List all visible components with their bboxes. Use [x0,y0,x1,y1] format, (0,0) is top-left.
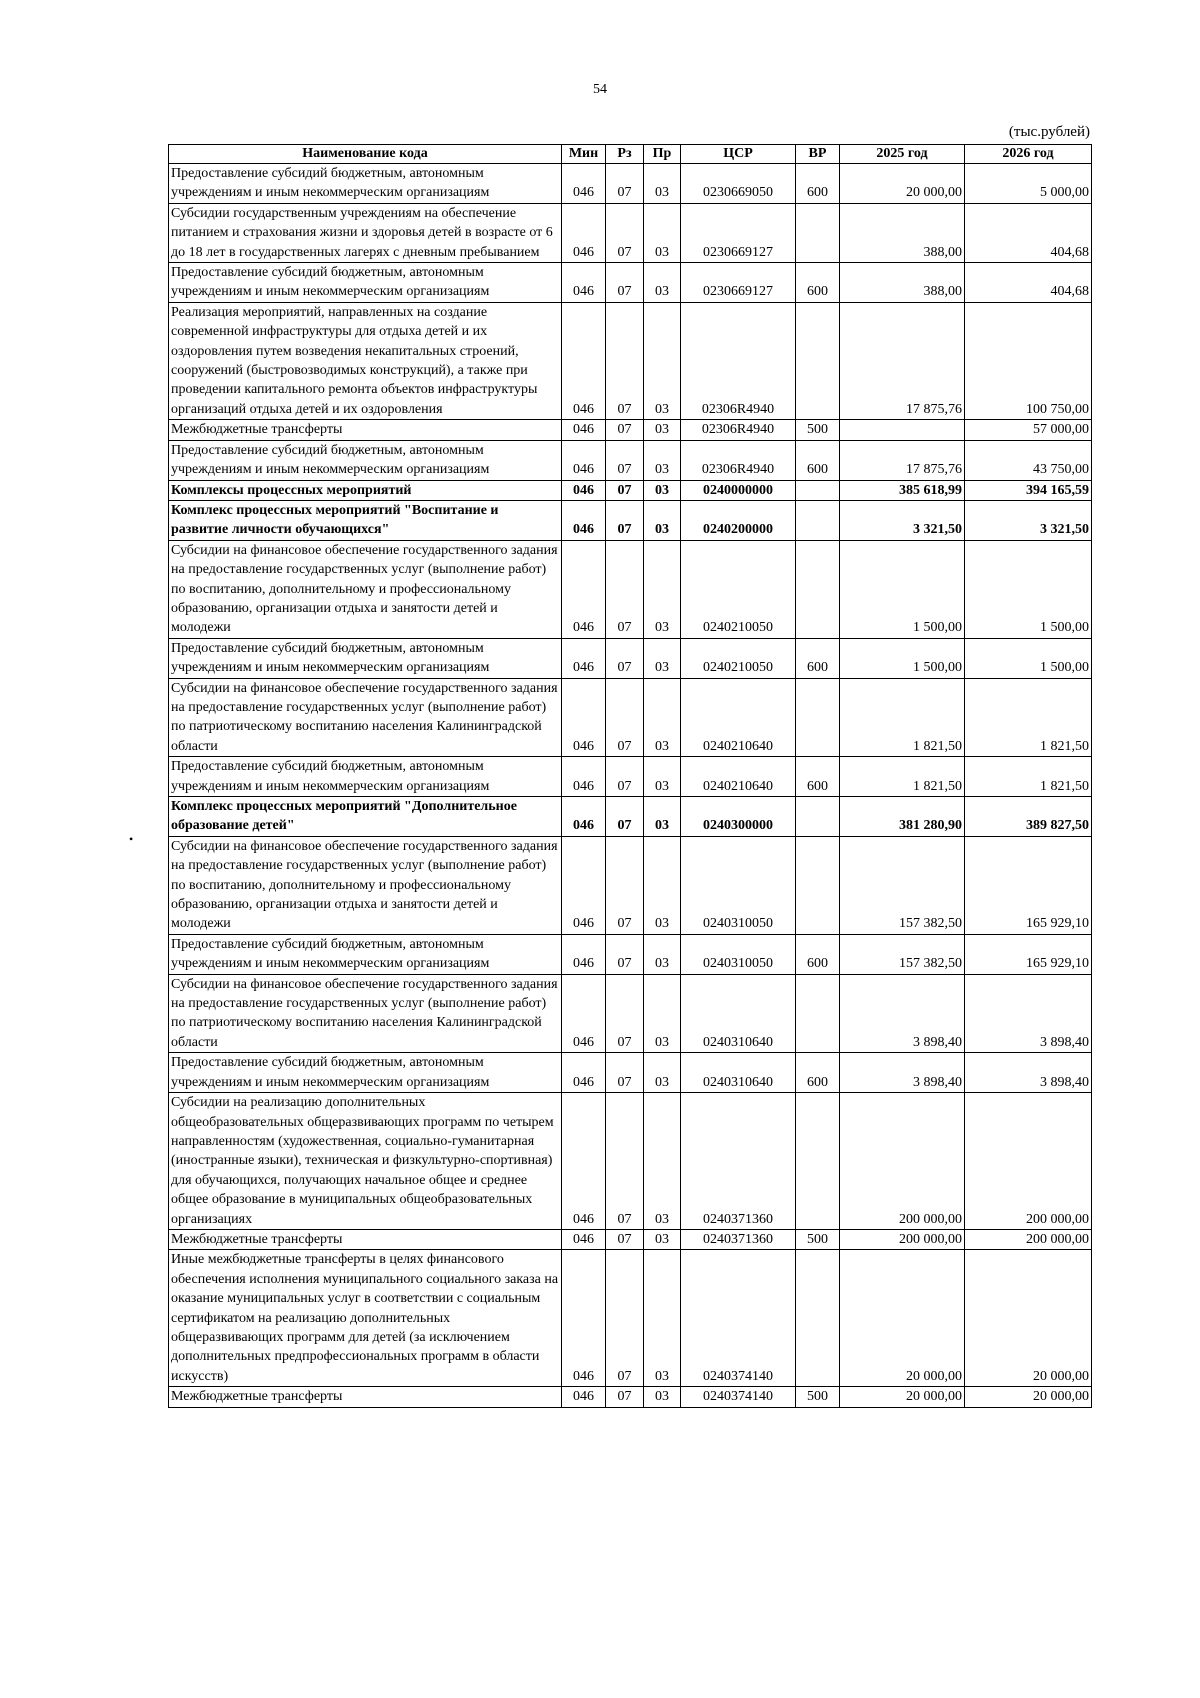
row-rz: 07 [606,164,644,204]
row-rz: 07 [606,1229,644,1249]
table-row [169,678,1092,757]
row-pr: 03 [644,500,681,540]
row-csr: 02306R4940 [681,440,796,480]
row-2025: 20 000,00 [840,1250,965,1387]
row-csr: 02306R4940 [681,302,796,419]
row-pr: 03 [644,638,681,678]
row-rz: 07 [606,1093,644,1230]
row-2026: 165 929,10 [965,836,1092,934]
row-min: 046 [562,1250,606,1387]
row-2026: 389 827,50 [965,797,1092,837]
row-min: 046 [562,1387,606,1407]
row-vr: 600 [796,1053,840,1093]
row-2025: 200 000,00 [840,1093,965,1230]
row-csr: 0230669127 [681,203,796,262]
row-csr: 0240000000 [681,480,796,500]
header-name: Наименование кода [169,145,562,164]
row-name: Предоставление субсидий бюджетным, автономным учреждениям и иным некоммерческим организациям [169,1053,562,1093]
row-pr: 03 [644,540,681,638]
row-pr: 03 [644,203,681,262]
row-name: Субсидии на финансовое обеспечение государственного задания на предоставление государственных услуг (выполнение работ) по патриотическому воспитанию населения Калининградской области [169,678,562,757]
row-pr: 03 [644,1093,681,1230]
row-csr: 0240371360 [681,1093,796,1230]
row-pr: 03 [644,1229,681,1249]
row-name: Предоставление субсидий бюджетным, автономным учреждениям и иным некоммерческим организациям [169,638,562,678]
row-min: 046 [562,164,606,204]
row-vr [796,203,840,262]
row-csr: 0240210640 [681,678,796,757]
row-min: 046 [562,638,606,678]
row-2026: 43 750,00 [965,440,1092,480]
row-vr [796,540,840,638]
row-pr: 03 [644,678,681,757]
row-2025: 3 898,40 [840,974,965,1053]
row-2025: 388,00 [840,263,965,303]
row-csr: 0240310640 [681,974,796,1053]
row-rz: 07 [606,974,644,1053]
row-2026: 100 750,00 [965,302,1092,419]
table-row [169,500,1092,540]
table-row [169,420,1092,440]
row-csr: 0240200000 [681,500,796,540]
row-name: Предоставление субсидий бюджетным, автономным учреждениям и иным некоммерческим организациям [169,263,562,303]
row-name: Субсидии на финансовое обеспечение государственного задания на предоставление государственных услуг (выполнение работ) по воспитанию, дополнительному и профессиональному образованию, организации отдыха и занятости детей и молодежи [169,836,562,934]
row-pr: 03 [644,934,681,974]
table-row [169,1093,1092,1230]
row-rz: 07 [606,540,644,638]
row-min: 046 [562,203,606,262]
row-2025: 1 500,00 [840,638,965,678]
table-row [169,757,1092,797]
table-row [169,164,1092,204]
row-rz: 07 [606,203,644,262]
table-row [169,480,1092,500]
row-2025 [840,420,965,440]
row-2026: 3 321,50 [965,500,1092,540]
table-row [169,974,1092,1053]
header-pr: Пр [644,145,681,164]
row-name: Межбюджетные трансферты [169,1229,562,1249]
row-name: Субсидии на реализацию дополнительных общеобразовательных общеразвивающих программ по четырем направленностям (художественная, социально-гуманитарная (иностранные языки), техническая и физкультурно-спортивная) для обучающихся, получающих начальное общее и среднее общее образование в муниципальных общеобразовательных организациях [169,1093,562,1230]
row-2025: 1 821,50 [840,678,965,757]
row-2025: 17 875,76 [840,440,965,480]
row-vr: 600 [796,934,840,974]
table-header-row [169,145,1092,164]
row-name: Субсидии на финансовое обеспечение государственного задания на предоставление государственных услуг (выполнение работ) по воспитанию, дополнительному и профессиональному образованию, организации отдыха и занятости детей и молодежи [169,540,562,638]
row-pr: 03 [644,302,681,419]
row-2025: 381 280,90 [840,797,965,837]
row-rz: 07 [606,797,644,837]
row-rz: 07 [606,440,644,480]
table-row [169,1250,1092,1387]
row-name: Комплексы процессных мероприятий [169,480,562,500]
row-pr: 03 [644,1250,681,1387]
row-vr [796,500,840,540]
row-name: Предоставление субсидий бюджетным, автономным учреждениям и иным некоммерческим организациям [169,440,562,480]
header-2025: 2025 год [840,145,965,164]
row-2025: 385 618,99 [840,480,965,500]
table-row [169,934,1092,974]
row-2025: 388,00 [840,203,965,262]
row-min: 046 [562,420,606,440]
page-number: 54 [593,82,607,97]
row-pr: 03 [644,974,681,1053]
row-csr: 0230669050 [681,164,796,204]
row-min: 046 [562,480,606,500]
row-csr: 0240210050 [681,638,796,678]
row-rz: 07 [606,836,644,934]
row-vr [796,797,840,837]
row-pr: 03 [644,420,681,440]
row-name: Комплекс процессных мероприятий "Дополнительное образование детей" [169,797,562,837]
row-2026: 1 821,50 [965,678,1092,757]
row-2026: 404,68 [965,263,1092,303]
table-row [169,797,1092,837]
row-name: Субсидии государственным учреждениям на обеспечение питанием и страхования жизни и здоровья детей в возрасте от 6 до 18 лет в государственных лагерях с дневным пребыванием [169,203,562,262]
row-pr: 03 [644,797,681,837]
row-min: 046 [562,757,606,797]
table-row [169,1053,1092,1093]
row-vr [796,1250,840,1387]
row-2026: 200 000,00 [965,1093,1092,1230]
table-row [169,1229,1092,1249]
row-vr: 600 [796,263,840,303]
row-name: Комплекс процессных мероприятий "Воспитание и развитие личности обучающихся" [169,500,562,540]
table-row [169,638,1092,678]
row-name: Реализация мероприятий, направленных на создание современной инфраструктуры для отдыха детей и их оздоровления путем возведения некапитальных строений, сооружений (быстровозводимых конструкций), а также при проведении капитального ремонта объектов инфраструктуры организаций отдыха детей и их оздоровления [169,302,562,419]
header-csr: ЦСР [681,145,796,164]
row-2026: 57 000,00 [965,420,1092,440]
row-min: 046 [562,934,606,974]
table-row [169,302,1092,419]
row-pr: 03 [644,263,681,303]
row-pr: 03 [644,440,681,480]
row-2025: 17 875,76 [840,302,965,419]
row-2026: 1 500,00 [965,638,1092,678]
row-rz: 07 [606,934,644,974]
row-rz: 07 [606,1053,644,1093]
row-min: 046 [562,440,606,480]
table-row [169,540,1092,638]
row-vr [796,1093,840,1230]
row-min: 046 [562,974,606,1053]
row-2025: 1 500,00 [840,540,965,638]
row-rz: 07 [606,480,644,500]
row-csr: 0240210050 [681,540,796,638]
table-row [169,263,1092,303]
row-name: Иные межбюджетные трансферты в целях финансового обеспечения исполнения муниципального социального заказа на оказание муниципальных услуг в соответствии с социальным сертификатом на реализацию дополнительных общеразвивающих программ для детей (за исключением дополнительных предпрофессиональных программ в области искусств) [169,1250,562,1387]
row-rz: 07 [606,678,644,757]
row-csr: 0240371360 [681,1229,796,1249]
row-rz: 07 [606,500,644,540]
row-name: Межбюджетные трансферты [169,1387,562,1407]
header-2026: 2026 год [965,145,1092,164]
row-csr: 0240374140 [681,1250,796,1387]
row-min: 046 [562,836,606,934]
row-csr: 0240310050 [681,836,796,934]
row-vr [796,836,840,934]
row-2025: 200 000,00 [840,1229,965,1249]
row-vr [796,974,840,1053]
row-2026: 3 898,40 [965,1053,1092,1093]
row-pr: 03 [644,164,681,204]
row-2025: 3 898,40 [840,1053,965,1093]
row-csr: 0240374140 [681,1387,796,1407]
row-min: 046 [562,500,606,540]
row-name: Предоставление субсидий бюджетным, автономным учреждениям и иным некоммерческим организациям [169,164,562,204]
margin-dot: • [129,832,134,846]
row-pr: 03 [644,1387,681,1407]
row-2026: 165 929,10 [965,934,1092,974]
row-rz: 07 [606,757,644,797]
row-rz: 07 [606,1387,644,1407]
row-2026: 1 500,00 [965,540,1092,638]
row-rz: 07 [606,420,644,440]
row-2026: 404,68 [965,203,1092,262]
budget-table [168,144,1092,1408]
row-csr: 0240210640 [681,757,796,797]
row-csr: 0240300000 [681,797,796,837]
row-2026: 20 000,00 [965,1250,1092,1387]
row-2026: 394 165,59 [965,480,1092,500]
row-min: 046 [562,263,606,303]
row-vr: 500 [796,1387,840,1407]
row-2026: 5 000,00 [965,164,1092,204]
row-vr: 500 [796,1229,840,1249]
row-name: Межбюджетные трансферты [169,420,562,440]
row-2025: 20 000,00 [840,1387,965,1407]
row-2025: 157 382,50 [840,934,965,974]
row-2025: 20 000,00 [840,164,965,204]
table-row [169,836,1092,934]
row-min: 046 [562,1229,606,1249]
row-rz: 07 [606,263,644,303]
header-vr: ВР [796,145,840,164]
row-rz: 07 [606,638,644,678]
row-pr: 03 [644,836,681,934]
row-min: 046 [562,1053,606,1093]
units-label: (тыс.рублей) [1008,124,1090,140]
row-vr [796,480,840,500]
row-pr: 03 [644,1053,681,1093]
row-vr: 600 [796,757,840,797]
row-pr: 03 [644,480,681,500]
row-csr: 02306R4940 [681,420,796,440]
row-vr: 500 [796,420,840,440]
row-min: 046 [562,678,606,757]
row-name: Предоставление субсидий бюджетным, автономным учреждениям и иным некоммерческим организациям [169,757,562,797]
row-vr: 600 [796,440,840,480]
row-vr [796,302,840,419]
row-2026: 200 000,00 [965,1229,1092,1249]
header-rz: Рз [606,145,644,164]
row-pr: 03 [644,757,681,797]
row-csr: 0240310050 [681,934,796,974]
row-min: 046 [562,540,606,638]
row-rz: 07 [606,302,644,419]
row-vr: 600 [796,164,840,204]
row-csr: 0240310640 [681,1053,796,1093]
row-2026: 20 000,00 [965,1387,1092,1407]
row-vr: 600 [796,638,840,678]
table-row [169,203,1092,262]
row-name: Субсидии на финансовое обеспечение государственного задания на предоставление государственных услуг (выполнение работ) по патриотическому воспитанию населения Калининградской области [169,974,562,1053]
row-2025: 3 321,50 [840,500,965,540]
row-csr: 0230669127 [681,263,796,303]
row-2026: 1 821,50 [965,757,1092,797]
table-row [169,1387,1092,1407]
row-2025: 1 821,50 [840,757,965,797]
row-min: 046 [562,302,606,419]
row-name: Предоставление субсидий бюджетным, автономным учреждениям и иным некоммерческим организациям [169,934,562,974]
header-min: Мин [562,145,606,164]
row-vr [796,678,840,757]
row-min: 046 [562,797,606,837]
table-row [169,440,1092,480]
row-rz: 07 [606,1250,644,1387]
row-2025: 157 382,50 [840,836,965,934]
row-min: 046 [562,1093,606,1230]
row-2026: 3 898,40 [965,974,1092,1053]
